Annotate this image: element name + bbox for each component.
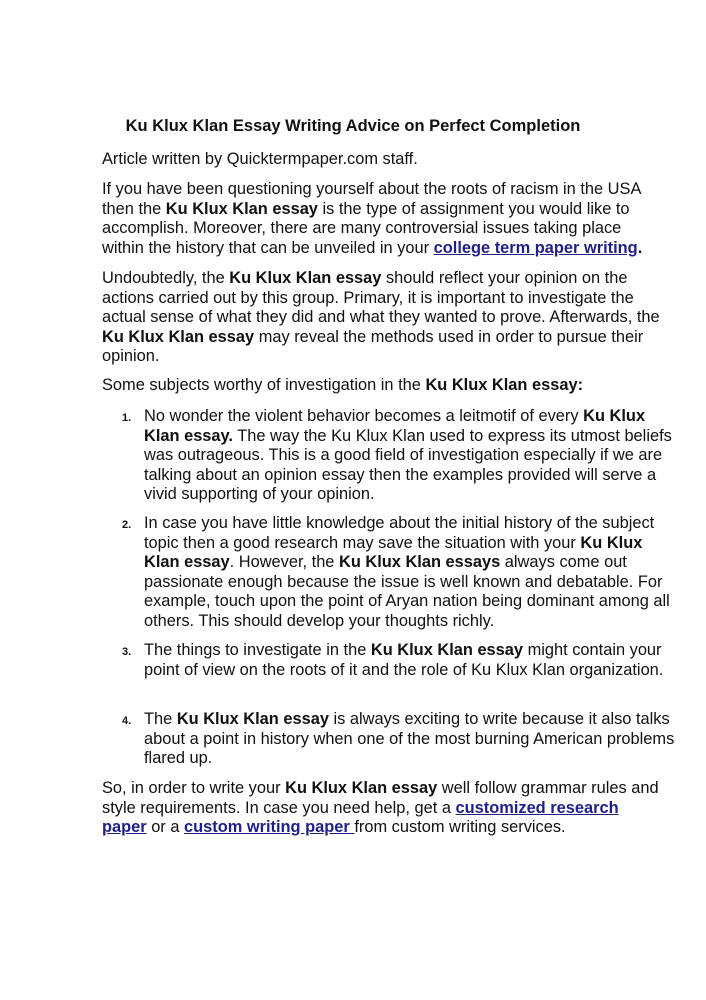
bold-keyword: Ku Klux Klan essay — [229, 269, 382, 287]
customized-research-paper-link[interactable]: customized research paper — [102, 798, 619, 836]
text-run: Undoubtedly, the — [102, 269, 230, 287]
bold-keyword: Ku Klux Klan essay — [176, 710, 329, 728]
bold-keyword: Ku Klux Klan essay: — [425, 376, 584, 394]
list-item-text — [144, 514, 682, 631]
text-run: is the type of assignment you would like to accomplish. Moreover, there are many controversial issues taking place within the history that can be unveiled in your — [102, 199, 630, 257]
list-number: 4. — [122, 715, 132, 727]
bold-keyword: Ku Klux Klan essay — [285, 779, 438, 797]
text-run: . — [637, 238, 643, 257]
list-item — [122, 514, 682, 631]
text-run: always come out passionate enough because the issue is well known and debatable. For example, touch upon the point of Aryan nation being dominant among all others. This should develop your thoughts richly. — [144, 553, 670, 630]
college-term-paper-link[interactable]: college term paper writing — [433, 238, 638, 257]
text-run: In case you have little knowledge about the initial history of the subject topic then a good research may save the situation with your — [144, 514, 655, 552]
bold-keyword: Ku Klux Klan essays — [338, 553, 501, 571]
paragraph-subjects — [102, 376, 662, 396]
text-run: or a — [146, 818, 184, 836]
text-run: is always exciting to write because it also talks about a point in history when one of the most burning American problems flared up. — [144, 710, 675, 767]
list-item — [122, 641, 682, 680]
text-run: No wonder the violent behavior becomes a leitmotif of every — [144, 407, 584, 425]
paragraph-intro — [102, 180, 662, 258]
text-run: well follow grammar rules and style requirements. In case you need help, get a — [102, 779, 659, 817]
text-run: should reflect your opinion on the actions carried out by this group. Primary, it is important to investigate the actual sense of what they did and what they wanted to prove. Afterwards, the — [102, 269, 660, 326]
custom-writing-paper-link[interactable]: custom writing paper — [184, 818, 355, 836]
list-number: 2. — [122, 519, 132, 531]
text-run: If you have been questioning yourself about the roots of racism in the USA then the — [102, 180, 641, 218]
list-item-text — [144, 710, 682, 769]
bold-keyword: Ku Klux Klan essay — [370, 641, 524, 659]
list-item — [122, 710, 682, 769]
text-run: So, in order to write your — [102, 779, 286, 797]
byline: Article written by Quicktermpaper.com staff. — [102, 150, 418, 168]
text-run: The — [144, 710, 177, 728]
text-run: may reveal the methods used in order to pursue their opinion. — [102, 327, 644, 365]
page-title: Ku Klux Klan Essay Writing Advice on Perfect Completion — [125, 117, 581, 135]
paragraph-opinion — [102, 269, 662, 367]
text-run: The things to investigate in the — [144, 641, 371, 659]
bold-keyword: Ku Klux Klan essay. — [144, 407, 646, 445]
text-run: from custom writing services. — [354, 818, 566, 836]
bold-keyword: Ku Klux Klan essay — [165, 199, 318, 218]
list-item — [122, 407, 682, 505]
list-number: 1. — [122, 412, 132, 424]
text-run: . However, the — [229, 553, 339, 571]
list-number: 3. — [122, 646, 132, 658]
bold-keyword: Ku Klux Klan essay — [144, 533, 643, 571]
text-run: might contain your point of view on the roots of it and the role of Ku Klux Klan organization. — [144, 641, 664, 679]
list-item-text — [144, 641, 682, 680]
text-run: The way the Ku Klux Klan used to express its utmost beliefs was outrageous. This is a good field of investigation especially if we are talking about an opinion essay then the examples provided will serve a vivid supporting of your opinion. — [144, 426, 672, 503]
bold-keyword: Ku Klux Klan essay — [102, 327, 255, 346]
paragraph-conclusion — [102, 779, 662, 838]
list-item-text — [144, 407, 682, 505]
text-run: Some subjects worthy of investigation in the — [102, 376, 426, 394]
